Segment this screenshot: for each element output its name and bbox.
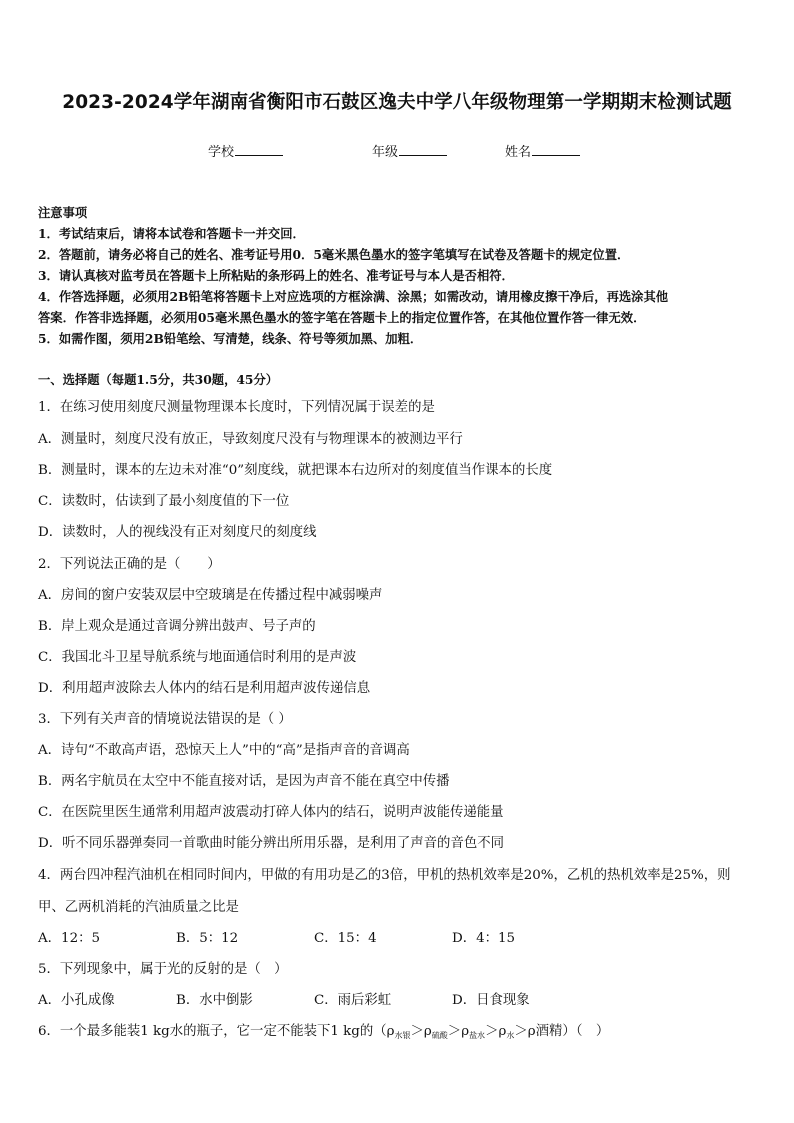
notice-item: 4．作答选择题，必须用2B铅笔将答题卡上对应选项的方框涂满、涂黑；如需改动，请用橡皮擦干净后，再选涂其他 <box>38 289 669 304</box>
question-4-option-d: D．4：15 <box>452 931 516 946</box>
question-3-option-c: C．在医院里医生通常利用超声波震动打碎人体内的结石，说明声波能传递能量 <box>38 805 504 820</box>
question-2-option-a: A．房间的窗户安装双层中空玻璃是在传播过程中减弱噪声 <box>38 588 383 603</box>
question-5-option-c: C．雨后彩虹 <box>314 993 392 1008</box>
exam-title: 2023-2024学年湖南省衡阳市石鼓区逸夫中学八年级物理第一学期期末检测试题 <box>62 92 732 113</box>
question-1-stem: 1．在练习使用刻度尺测量物理课本长度时，下列情况属于误差的是 <box>38 400 435 415</box>
question-1-option-b: B．测量时，课本的左边未对准“0”刻度线，就把课本右边所对的刻度值当作课本的长度 <box>38 463 553 478</box>
name-blank <box>532 143 580 156</box>
rho-subscript: 水银 <box>394 1031 411 1040</box>
rho-subscript: 硫酸 <box>431 1031 448 1040</box>
question-5-option-b: B．水中倒影 <box>176 993 253 1008</box>
rho-symbol: ρ <box>461 1024 470 1039</box>
question-1-option-c: C．读数时，估读到了最小刻度值的下一位 <box>38 494 290 509</box>
greater-than-symbol: ＞ <box>410 1024 424 1039</box>
question-3-stem: 3．下列有关声音的情境说法错误的是（ ） <box>38 712 292 727</box>
name-label: 姓名 <box>505 145 532 160</box>
school-blank <box>235 143 283 156</box>
greater-than-symbol: ＞ <box>447 1024 462 1039</box>
question-6-stem-text: 6．一个最多能装1 kg水的瓶子，它一定不能装下1 kg的（ <box>38 1024 387 1039</box>
question-4-stem: 4．两台四冲程汽油机在相同时间内，甲做的有用功是乙的3倍，甲机的热机效率是20%，乙机的热机效率是25%，则 <box>38 868 731 883</box>
question-5-stem: 5．下列现象中，属于光的反射的是（ ） <box>38 962 288 977</box>
rho-subscript: 盐水 <box>469 1031 486 1040</box>
greater-than-symbol: ＞ <box>485 1024 499 1039</box>
question-3-option-b: B．两名宇航员在太空中不能直接对话，是因为声音不能在真空中传播 <box>38 774 450 789</box>
question-1-option-d: D．读数时，人的视线没有正对刻度尺的刻度线 <box>38 525 317 540</box>
question-3-option-a: A．诗句“不敢高声语，恐惊天上人”中的“高”是指声音的音调高 <box>38 743 410 758</box>
rho-symbol: ρ <box>423 1024 432 1039</box>
notice-item: 3．请认真核对监考员在答题卡上所粘贴的条形码上的姓名、准考证号与本人是否相符． <box>38 268 514 283</box>
question-6-stem <box>38 1020 609 1041</box>
rho-symbol: ρ <box>498 1024 507 1039</box>
question-5-option-a: A．小孔成像 <box>38 993 115 1008</box>
question-2-option-c: C．我国北斗卫星导航系统与地面通信时利用的是声波 <box>38 650 357 665</box>
notice-item: 答案．作答非选择题，必须用05毫米黑色墨水的签字笔在答题卡上的指定位置作答，在其他位置作答一律无效． <box>38 310 646 325</box>
rho-symbol: ρ <box>527 1024 536 1039</box>
question-2-stem: 2．下列说法正确的是（ ） <box>38 557 221 572</box>
question-2-option-b: B．岸上观众是通过音调分辨出鼓声、号子声的 <box>38 619 316 634</box>
notice-item: 2．答题前，请务必将自己的姓名、准考证号用0．5毫米黑色墨水的签字笔填写在试卷及答题卡的规定位置． <box>38 247 630 262</box>
section-heading: 一、选择题（每题1.5分，共30题，45分） <box>38 372 279 387</box>
rho-subscript: 水 <box>506 1031 515 1040</box>
question-4-stem-continued: 甲、乙两机消耗的汽油质量之比是 <box>38 900 239 915</box>
grade-blank <box>399 143 447 156</box>
notice-item: 1．考试结束后，请将本试卷和答题卡一并交回． <box>38 226 305 241</box>
question-4-option-a: A．12：5 <box>38 931 101 946</box>
school-field <box>208 141 283 160</box>
question-1-option-a: A．测量时，刻度尺没有放正，导致刻度尺没有与物理课本的被测边平行 <box>38 432 463 447</box>
question-4-option-c: C．15：4 <box>314 931 377 946</box>
name-field <box>505 141 580 160</box>
question-4-option-b: B．5：12 <box>176 931 239 946</box>
grade-field <box>372 141 447 160</box>
notice-heading: 注意事项 <box>38 205 88 220</box>
question-2-option-d: D．利用超声波除去人体内的结石是利用超声波传递信息 <box>38 681 371 696</box>
question-5-option-d: D．日食现象 <box>452 993 530 1008</box>
notice-item: 5．如需作图，须用2B铅笔绘、写清楚，线条、符号等须加黑、加粗． <box>38 331 423 346</box>
rho-symbol: ρ <box>386 1024 395 1039</box>
greater-than-symbol: ＞ <box>514 1024 528 1039</box>
school-label: 学校 <box>208 145 235 160</box>
question-6-stem-end: 酒精）（ ） <box>535 1024 610 1039</box>
question-3-option-d: D．听不同乐器弹奏同一首歌曲时能分辨出所用乐器，是利用了声音的音色不同 <box>38 836 505 851</box>
grade-label: 年级 <box>372 145 399 160</box>
